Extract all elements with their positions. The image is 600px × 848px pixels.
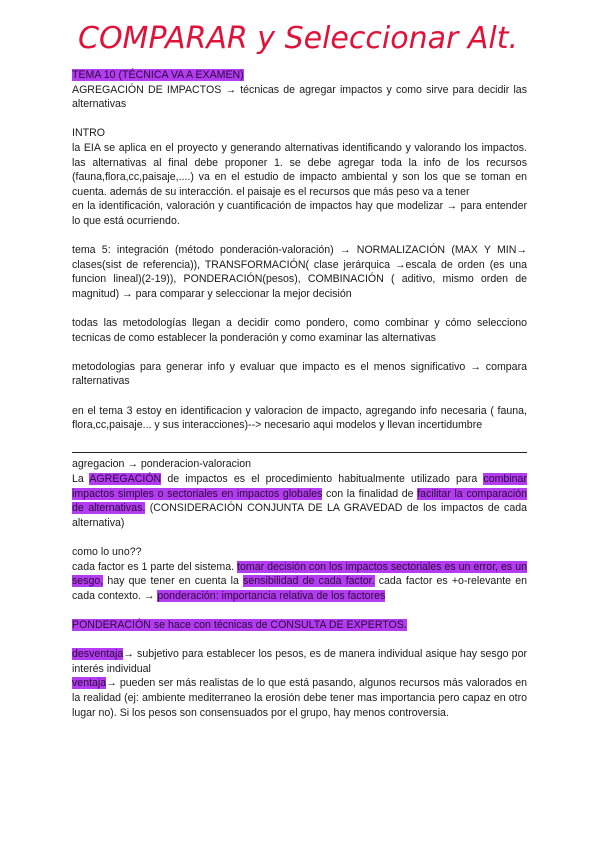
- agregacion-ponderacion: agregacion → ponderacion-valoracion: [72, 458, 252, 471]
- highlight-run: combinar impactos simples o sectoriales en impactos globales: [72, 473, 527, 500]
- metodologias2-text: metodologias para generar info y evaluar que impacto es el menos significativo → compara ralternativas: [72, 360, 527, 388]
- ponderacion-line: [72, 618, 527, 633]
- text-run: cada factor es 1 parte del sistema.: [72, 560, 238, 573]
- factor-paragraph: [72, 560, 527, 604]
- ventaja-label: ventaja: [72, 677, 107, 690]
- highlight-run: facilitar la comparación de alternativas.: [72, 487, 527, 515]
- text-run: La: [72, 473, 90, 486]
- ponderacion-expertos: PONDERACIÓN se hace con técnicas de CONSULTA DE EXPERTOS.: [72, 618, 407, 631]
- desventaja-text: → subjetivo para establecer los pesos, es de manera individual asique hay sesgo por interés individual: [72, 648, 527, 675]
- metodologias-text: todas las metodologías llegan a decidir como pondero, como combinar y cómo selecciono tecnicas de como establecer la ponderación y como examinar las alternativas: [72, 317, 527, 344]
- identificacion-text: en la identificación, valoración y cuantificación de impactos hay que modelizar → para entender lo que está ocurriendo.: [72, 200, 527, 227]
- text-run: de impactos es el procedimiento habitualmente utilizado para: [161, 473, 484, 486]
- ventaja-paragraph: [72, 676, 527, 720]
- handwritten-title: [70, 10, 570, 60]
- agregacion-paragraph: [72, 472, 527, 530]
- tema-line: [72, 68, 527, 83]
- text-run: con la finalidad de: [322, 487, 418, 500]
- agregacion-intro: AGREGACIÓN DE IMPACTOS → técnicas de agregar impactos y como sirve para decidir las alternativas: [72, 83, 527, 111]
- divider: [72, 452, 527, 453]
- intro-text: la EIA se aplica en el proyecto y generando alternativas identificando y valorando los impactos. las alternativas al final debe proponer 1. se debe agregar toda la info de los recursos (fauna,flora,cc,paisaje,....) va en el estudio de impacto ambiental y son los que se toman en cuenta. además de su interacción. el paisaje es el recursos que más peso va a tener: [72, 141, 527, 198]
- desventaja-paragraph: [72, 647, 527, 676]
- tema5-text: tema 5: integración (método ponderación-valoración) → NORMALIZACIÓN (MAX Y MIN→ clases(sist de referencia)), TRANSFORMACIÓN( clase jerárquica →escala de orden (es una funcion lineal)(2-19)), PONDERACIÓN(pesos), COMBINACIÓN ( aditivo, mismo orden de magnitud) → para comparar y seleccionar la mejor decisión: [72, 244, 527, 300]
- desventaja-label: desventaja: [72, 648, 124, 661]
- title-text: COMPARAR y Seleccionar Alt.: [78, 21, 518, 56]
- ventaja-text: → pueden ser más realistas de lo que está pasando, algunos recursos más valorados en la realidad (ej: ambiente mediterraneo la erosión debe tener mas importancia pero capaz en otro lugar no). Si los pesos son consensuados por el grupo, hay menos controversia.: [72, 677, 527, 719]
- como-lo-uno: como lo uno??: [72, 546, 142, 558]
- text-run: cada factor es +o-relevante en cada contexto. →: [72, 575, 527, 602]
- text-run: (CONSIDERACIÓN CONJUNTA DE LA GRAVEDAD de los impactos de cada alternativa): [72, 502, 527, 529]
- intro-heading: INTRO: [72, 127, 105, 140]
- highlight-run: sensibilidad de cada factor.: [243, 575, 375, 588]
- notes-body: [72, 68, 527, 720]
- tema3-text: en el tema 3 estoy en identificacion y valoracion de impacto, agregando info necesaria ( fauna, flora,cc,paisaje... y sus interacciones)--> necesario aqui modelos y llevan incertidumbre: [72, 404, 527, 432]
- tema-heading: TEMA 10 (TÉCNICA VA A EXAMEN): [72, 69, 244, 81]
- highlight-run: tomar decisión con los impactos sectoriales es un error, es un sesgo,: [72, 560, 527, 588]
- text-run: hay que tener en cuenta la: [103, 575, 244, 588]
- highlight-run: AGREGACIÓN: [89, 473, 162, 486]
- highlight-run: ponderación: importancia relativa de los factores: [157, 589, 386, 602]
